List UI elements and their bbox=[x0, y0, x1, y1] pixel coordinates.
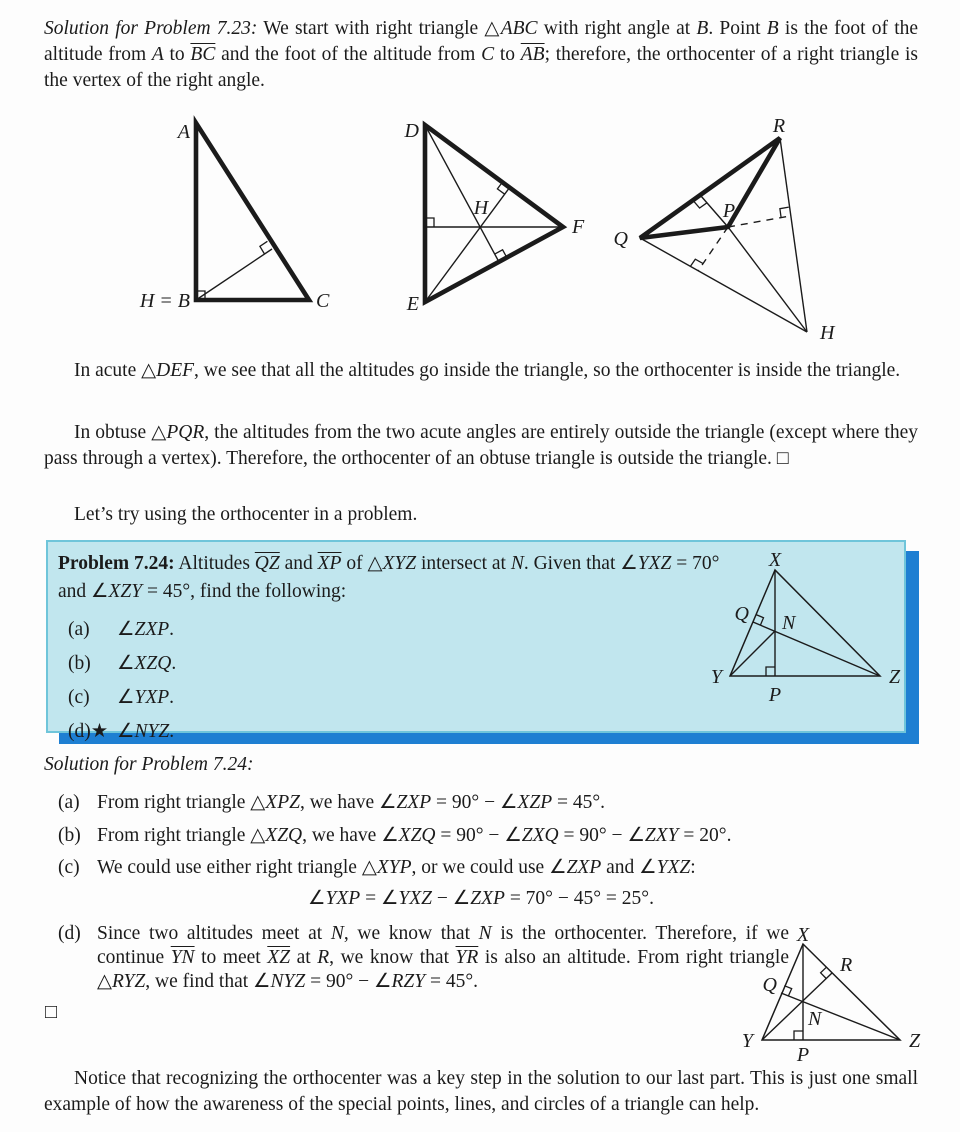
triangle-edge bbox=[425, 125, 563, 302]
problem-part-a bbox=[68, 613, 904, 647]
problem-parts-list bbox=[48, 613, 904, 749]
right-angle-mark bbox=[495, 250, 507, 258]
vertex-label-r: R bbox=[772, 115, 786, 137]
foot-label-p: P bbox=[796, 1044, 810, 1066]
paragraph-obtuse-pqr: In obtuse △PQR, the altitudes from the two acute angles are entirely outside the triangle (except where they pass through a vertex). Therefore, the orthocenter of an obtuse triangle is outside the triangle. □ bbox=[44, 422, 919, 469]
vertex-label-x: X bbox=[796, 924, 810, 946]
part-label: (b) bbox=[58, 825, 81, 846]
part-label: (d)★ bbox=[68, 721, 109, 742]
vertex-label-z: Z bbox=[889, 666, 901, 688]
vertex-label-y: Y bbox=[710, 666, 722, 688]
solution-part-c bbox=[58, 855, 696, 881]
figure-right-triangle-abc bbox=[139, 121, 330, 312]
triangle-edge bbox=[640, 138, 780, 238]
foot-label-q: Q bbox=[734, 603, 749, 625]
part-text: ∠YXP. bbox=[117, 687, 175, 708]
problem-part-c bbox=[68, 681, 904, 715]
altitude-line bbox=[425, 187, 510, 302]
orthocenter-label-h: H bbox=[473, 197, 489, 219]
foot-label-r: R bbox=[840, 954, 853, 976]
orthocenter-label-h: H bbox=[820, 322, 835, 344]
altitude-line bbox=[781, 993, 900, 1040]
part-text: From right triangle △XZQ, we have ∠XZQ = 90° − ∠ZXQ = 90° − ∠ZXY = 20°. bbox=[97, 825, 732, 846]
vertex-label-x: X bbox=[768, 549, 782, 571]
right-angle-mark bbox=[694, 201, 707, 208]
part-text: Since two altitudes meet at N, we know that N is the orthocenter. Therefore, if we continue $\overline{YN}$ to meet $\overline{XZ}$ at R, we know that $\overline{YR}$ is also an altitude. From right triangle △RYZ, we find that ∠NYZ = 90° − ∠RZY = 45°. bbox=[97, 923, 789, 992]
part-label: (c) bbox=[68, 687, 90, 708]
altitude-line bbox=[701, 196, 807, 332]
paragraph-acute-def: In acute △DEF, we see that all the altitudes go inside the triangle, so the orthocenter is inside the triangle. bbox=[74, 360, 901, 381]
foot-label-p: P bbox=[768, 684, 782, 706]
vertex-label-z: Z bbox=[909, 1030, 921, 1052]
solution-7-24-heading: Solution for Problem 7.24: bbox=[44, 754, 254, 775]
right-angle-mark bbox=[794, 1031, 803, 1040]
paragraph-lets-try: Let’s try using the orthocenter in a problem. bbox=[74, 504, 418, 525]
part-label: (d) bbox=[58, 923, 81, 944]
figure-obtuse-pqr bbox=[614, 115, 836, 344]
right-angle-mark bbox=[196, 291, 205, 300]
right-angle-mark bbox=[425, 218, 434, 227]
part-label: (a) bbox=[58, 792, 80, 813]
solution-part-d bbox=[58, 922, 789, 994]
part-text: From right triangle △XPZ, we have ∠ZXP = 90° − ∠XZP = 45°. bbox=[97, 792, 606, 813]
vertex-label-q: Q bbox=[613, 228, 628, 250]
solution-part-b bbox=[58, 823, 731, 849]
vertex-label-p: P bbox=[722, 200, 736, 222]
paragraph-solution-7-23: Solution for Problem 7.23: We start with right triangle △ABC with right angle at B. Point B is the foot of the altitude from A to $\overline{BC}$ and the foot of the altitude from C to $\overline{AB}$; therefore, the orthocenter of a right triangle is the vertex of the right angle. bbox=[44, 18, 919, 91]
altitude-line bbox=[425, 125, 499, 262]
triangle-edge bbox=[196, 123, 309, 300]
altitude-line bbox=[196, 249, 272, 300]
part-label: (a) bbox=[68, 619, 90, 640]
altitude-line bbox=[780, 138, 807, 332]
orthocenter-label-n: N bbox=[782, 612, 796, 634]
part-text: ∠NYZ. bbox=[117, 721, 175, 742]
part-text: ∠ZXP. bbox=[117, 619, 175, 640]
solution-equation: ∠YXP = ∠YXZ − ∠ZXP = 70° − 45° = 25°. bbox=[308, 888, 654, 909]
vertex-label-c: C bbox=[316, 290, 330, 312]
problem-statement: Problem 7.24: Altitudes $\overline{QZ}$ and $\overline{XP}$ of △XYZ intersect at N. Given that ∠YXZ = 70° and ∠XZY = 45°, find the following: bbox=[58, 553, 720, 602]
right-angle-mark bbox=[780, 207, 789, 218]
part-text: We could use either right triangle △XYP, or we could use ∠ZXP and ∠YXZ: bbox=[97, 857, 696, 878]
problem-7-24-box bbox=[46, 540, 906, 742]
dashed-extension bbox=[728, 216, 790, 227]
vertex-label-y: Y bbox=[741, 1030, 753, 1052]
paragraph-closing: Notice that recognizing the orthocenter was a key step in the solution to our last part. This is just one small example of how the awareness of the special points, lines, and circles of a triangle can help. bbox=[44, 1068, 918, 1115]
end-of-proof-square: □ bbox=[45, 1001, 58, 1023]
part-label: (c) bbox=[58, 857, 80, 878]
vertex-label-h-equals-b: H = B bbox=[139, 290, 190, 312]
foot-label-q: Q bbox=[762, 974, 777, 996]
vertex-label-f: F bbox=[572, 216, 585, 238]
right-angle-mark bbox=[821, 967, 827, 978]
problem-part-d bbox=[68, 715, 904, 749]
orthocenter-label-n: N bbox=[808, 1008, 822, 1030]
part-label: (b) bbox=[68, 653, 91, 674]
vertex-label-e: E bbox=[406, 293, 419, 315]
problem-part-b bbox=[68, 647, 904, 681]
solution-part-a bbox=[58, 790, 605, 816]
right-angle-mark bbox=[690, 259, 703, 266]
figure-acute-def bbox=[404, 120, 585, 315]
right-angle-mark bbox=[260, 241, 268, 254]
vertex-label-d: D bbox=[404, 120, 419, 142]
vertex-label-a: A bbox=[177, 121, 190, 143]
right-angle-mark bbox=[497, 182, 504, 195]
altitude-line bbox=[640, 238, 807, 332]
part-text: ∠XZQ. bbox=[117, 653, 177, 674]
dashed-extension bbox=[698, 227, 728, 271]
